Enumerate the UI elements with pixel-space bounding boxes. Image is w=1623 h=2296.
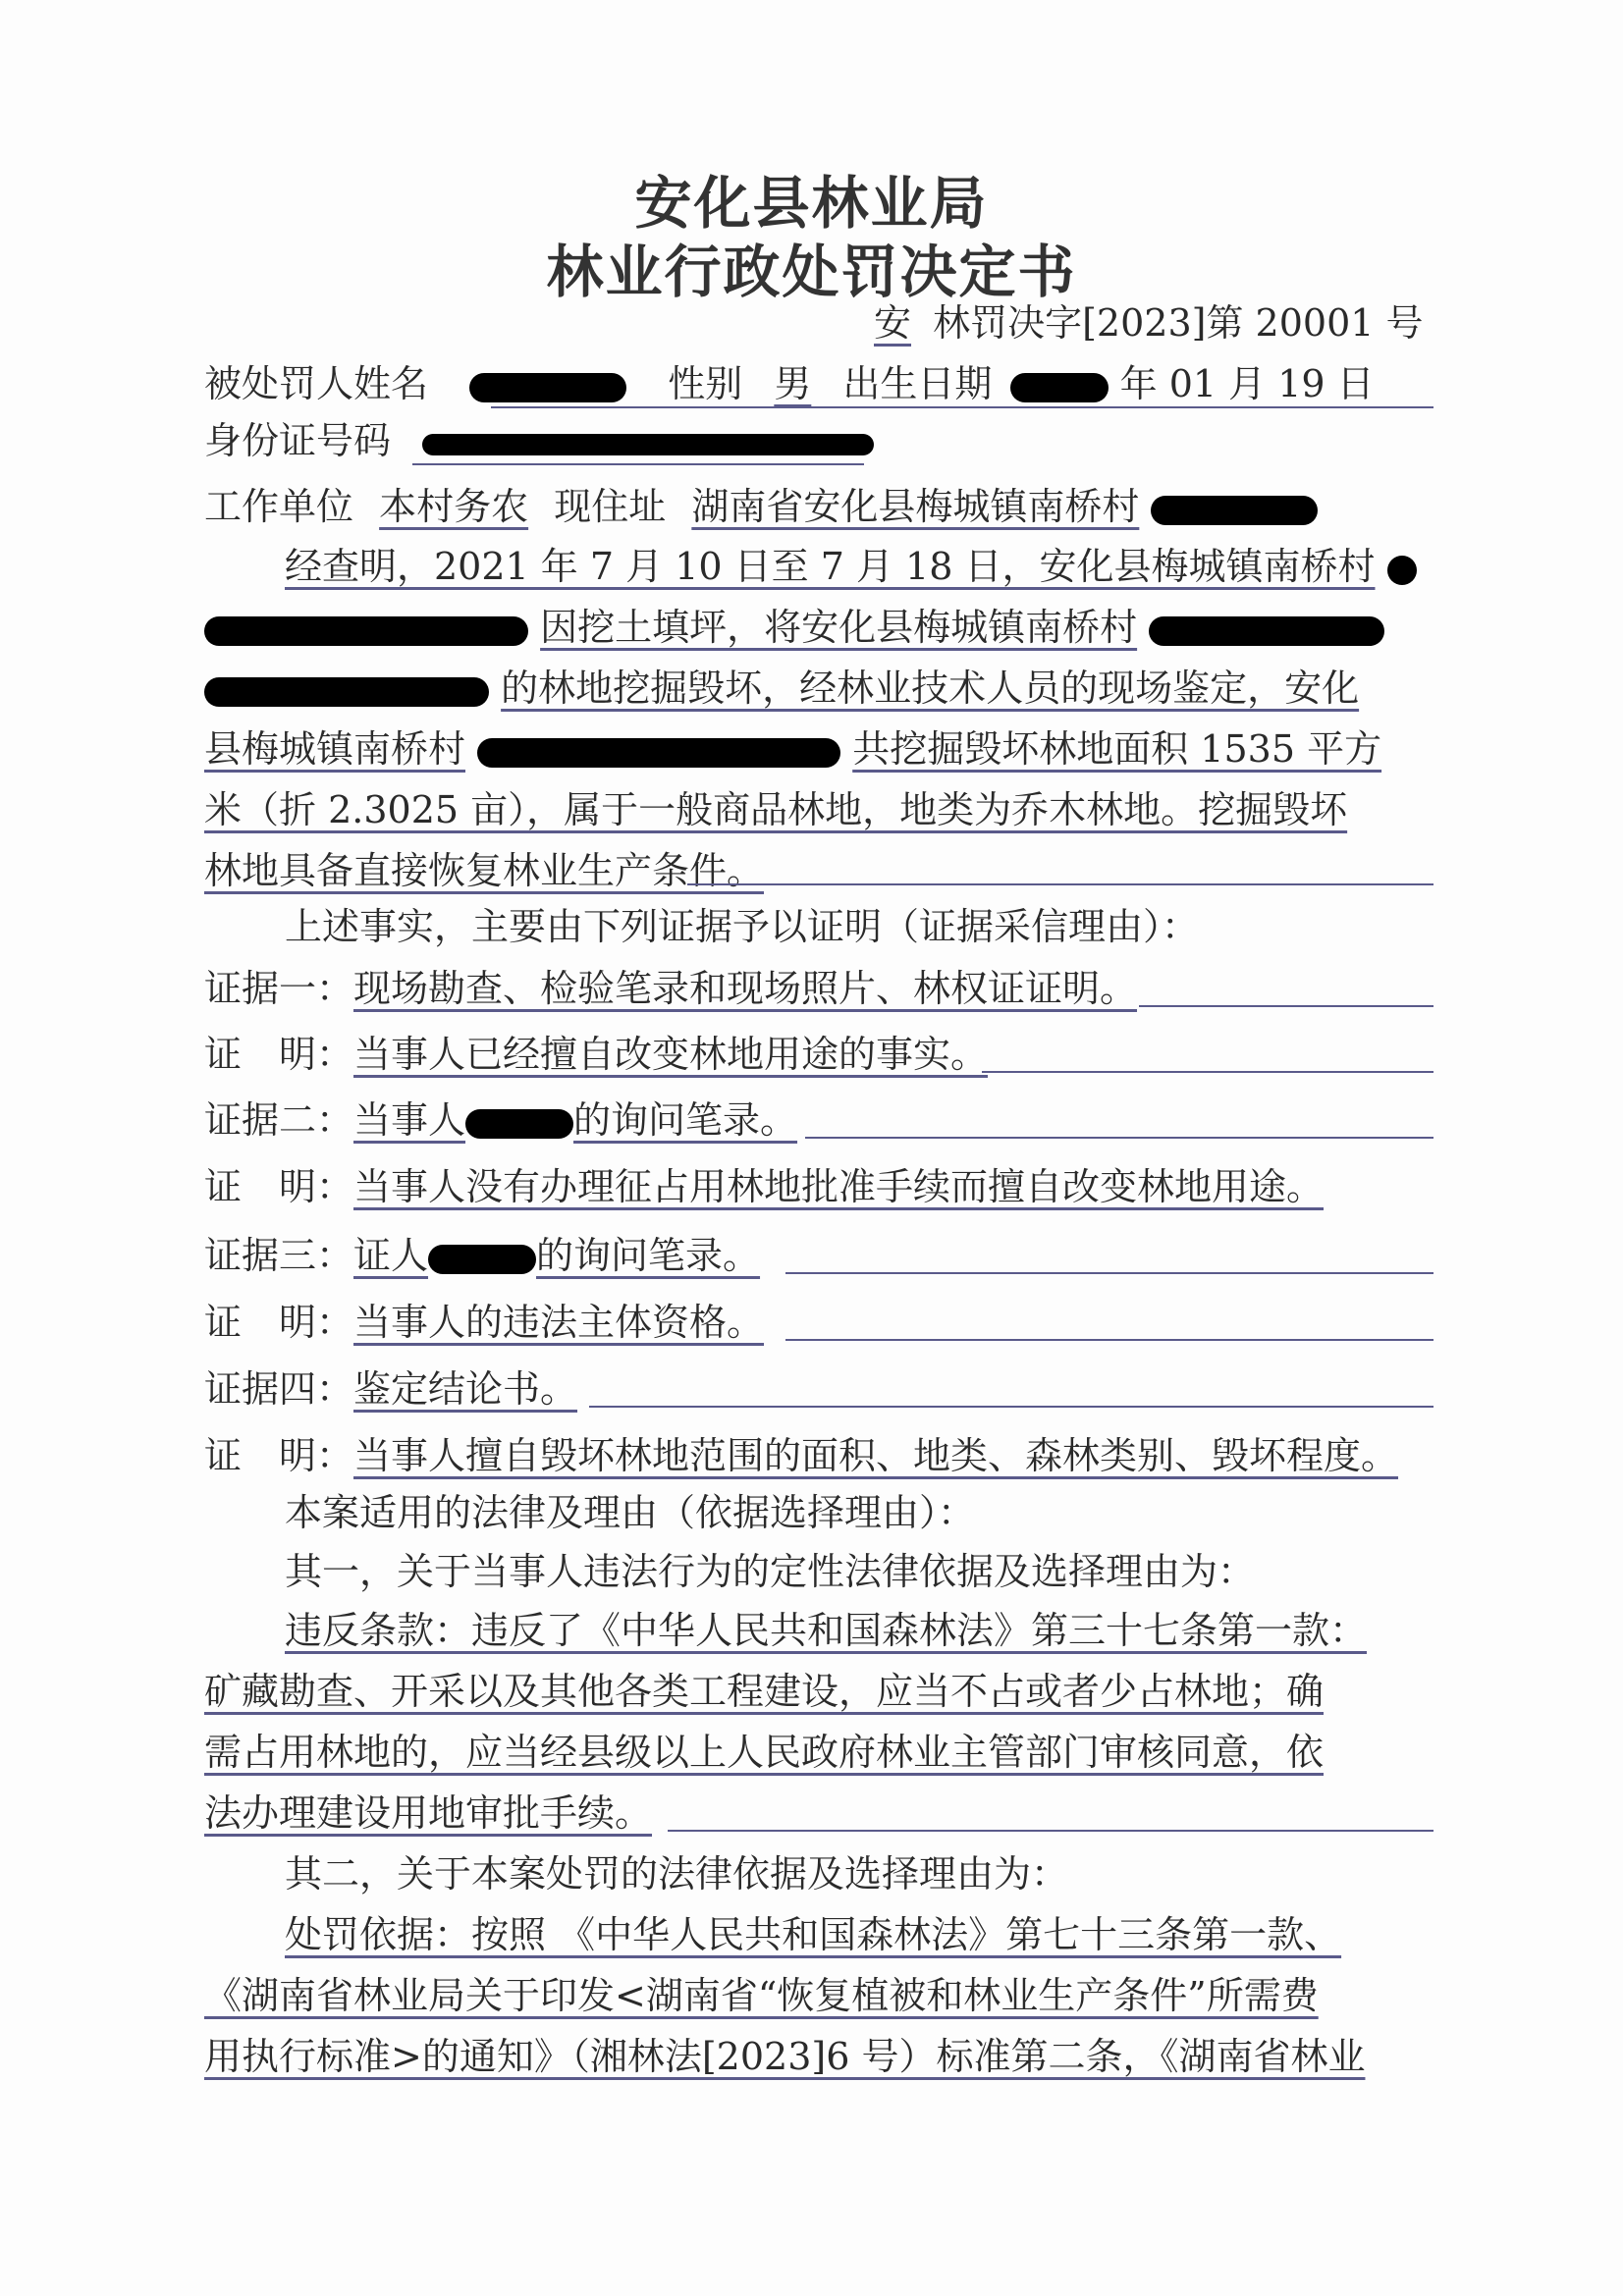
facts-line-6 — [204, 842, 1436, 899]
gender-label: 性别 — [668, 362, 743, 405]
evidence-item-4 — [204, 1361, 1436, 1417]
underline — [805, 1137, 1434, 1139]
law-text: 法办理建设用地审批手续。 — [204, 1791, 653, 1835]
underline — [1139, 1005, 1434, 1007]
address-label: 现住址 — [554, 485, 667, 528]
law-text: 违反条款：违反了《中华人民共和国森林法》第三十七条第一款： — [285, 1609, 1368, 1652]
law-part2-line-2 — [204, 1967, 1436, 2024]
proof-item-1 — [204, 1026, 1436, 1083]
facts-line-3 — [204, 660, 1436, 717]
redacted-name — [469, 373, 626, 402]
proof-item-3 — [204, 1294, 1436, 1351]
work-address-line — [204, 478, 1436, 535]
facts-text: 经查明，2021 年 7 月 10 日至 7 月 18 日，安化县梅城镇南桥村 — [285, 545, 1376, 588]
evidence-text: 鉴定结论书。 — [353, 1367, 578, 1411]
evidence-item-3 — [204, 1227, 1436, 1284]
party-name-line — [204, 355, 1436, 412]
redacted-location — [1149, 616, 1384, 646]
law-part2-line-1 — [285, 1906, 1443, 1963]
underline — [589, 1406, 1434, 1408]
work-value: 本村务农 — [379, 485, 529, 528]
facts-line-5 — [204, 781, 1436, 838]
evidence-item-1 — [204, 960, 1436, 1017]
evidence-text: 当事人擅自毁坏林地范围的面积、地类、森林类别、毁坏程度。 — [353, 1434, 1399, 1477]
evidence-text: 证人 — [353, 1234, 429, 1277]
law-part2-line-3 — [204, 2028, 1436, 2085]
evidence-text: 现场勘查、检验笔录和现场照片、林权证证明。 — [353, 967, 1138, 1010]
document-title: 林业行政处罚决定书 — [546, 239, 1077, 305]
law-text: 处罚依据：按照 《中华人民共和国森林法》第七十三条第一款、 — [285, 1913, 1342, 1956]
evidence-label: 证据三： — [204, 1234, 354, 1277]
id-label: 身份证号码 — [204, 419, 392, 462]
underline — [785, 1272, 1434, 1274]
case-number-line — [864, 294, 1443, 351]
redacted-party — [204, 616, 528, 646]
underline — [412, 463, 864, 465]
facts-line-1 — [285, 538, 1443, 595]
id-line — [204, 412, 1436, 469]
law-part2-title: 其二，关于本案处罚的法律依据及选择理由为： — [285, 1852, 1069, 1896]
redacted-location — [477, 738, 840, 768]
evidence-intro: 上述事实，主要由下列证据予以证明（证据采信理由）： — [285, 905, 1200, 948]
evidence-text: 当事人已经擅自改变林地用途的事实。 — [353, 1033, 989, 1076]
facts-text: 因挖土填坪，将安化县梅城镇南桥村 — [540, 606, 1138, 649]
work-label: 工作单位 — [204, 485, 354, 528]
redacted-id — [422, 434, 874, 455]
evidence-label: 证据四： — [204, 1367, 354, 1411]
evidence-text: 的询问笔录。 — [536, 1234, 761, 1277]
underline — [668, 1830, 1434, 1832]
redacted-witness — [428, 1245, 536, 1274]
evidence-text: 当事人没有办理征占用林地批准手续而擅自改变林地用途。 — [353, 1165, 1325, 1208]
facts-line-2 — [204, 599, 1436, 656]
facts-line-4 — [204, 721, 1436, 777]
evidence-label: 证据二： — [204, 1098, 354, 1142]
facts-text: 县梅城镇南桥村 — [204, 727, 466, 771]
evidence-label: 证 明： — [204, 1301, 354, 1344]
case-prefix: 安 — [874, 301, 912, 345]
proof-item-2 — [204, 1158, 1436, 1215]
evidence-label: 证据一： — [204, 967, 354, 1010]
evidence-text: 当事人的违法主体资格。 — [353, 1301, 765, 1344]
birth-value: 年 01 月 19 日 — [1119, 362, 1375, 405]
law-part1-title: 其一，关于当事人违法行为的定性法律依据及选择理由为： — [285, 1550, 1256, 1593]
evidence-text: 当事人 — [353, 1098, 466, 1142]
evidence-item-2 — [204, 1092, 1436, 1148]
law-text: 需占用林地的，应当经县级以上人民政府林业主管部门审核同意，依 — [204, 1731, 1325, 1774]
law-text: 矿藏勘查、开采以及其他各类工程建设，应当不占或者少占林地；确 — [204, 1670, 1325, 1713]
gender-value: 男 — [774, 362, 812, 405]
law-part1-line-3 — [204, 1724, 1436, 1781]
underline — [687, 883, 1434, 885]
law-text: 用执行标准>的通知》（湘林法[2023]6 号）标准第二条，《湖南省林业 — [204, 2035, 1366, 2078]
name-label: 被处罚人姓名 — [204, 362, 429, 405]
law-part1-line-1 — [285, 1602, 1443, 1659]
facts-text: 的林地挖掘毁坏，经林业技术人员的现场鉴定，安化 — [501, 667, 1360, 710]
law-part1-line-2 — [204, 1663, 1436, 1720]
evidence-label: 证 明： — [204, 1033, 354, 1076]
address-value: 湖南省安化县梅城镇南桥村 — [691, 485, 1140, 528]
facts-text: 林地具备直接恢复林业生产条件。 — [204, 849, 765, 892]
proof-item-4 — [204, 1427, 1436, 1484]
underline — [491, 406, 1434, 408]
facts-text: 共挖掘毁坏林地面积 1535 平方 — [852, 727, 1382, 771]
agency-title: 安化县林业局 — [634, 170, 989, 237]
underline — [982, 1071, 1434, 1073]
law-text: 《湖南省林业局关于印发<湖南省“恢复植被和林业生产条件”所需费 — [204, 1974, 1319, 2017]
redacted-address — [1151, 496, 1318, 525]
law-intro: 本案适用的法律及理由（依据选择理由）： — [285, 1491, 976, 1534]
underline — [785, 1339, 1434, 1341]
law-part1-line-4 — [204, 1785, 1436, 1842]
case-number: 林罚决字[2023]第 20001 号 — [933, 301, 1424, 345]
redacted-location — [204, 677, 489, 707]
redacted-party — [465, 1109, 573, 1139]
evidence-label: 证 明： — [204, 1434, 354, 1477]
evidence-label: 证 明： — [204, 1165, 354, 1208]
facts-text: 米（折 2.3025 亩），属于一般商品林地，地类为乔木林地。挖掘毁坏 — [204, 788, 1348, 831]
redacted-birth-year — [1010, 373, 1109, 402]
redacted-location — [1387, 556, 1417, 585]
birth-label: 出生日期 — [842, 362, 993, 405]
evidence-text: 的询问笔录。 — [573, 1098, 798, 1142]
